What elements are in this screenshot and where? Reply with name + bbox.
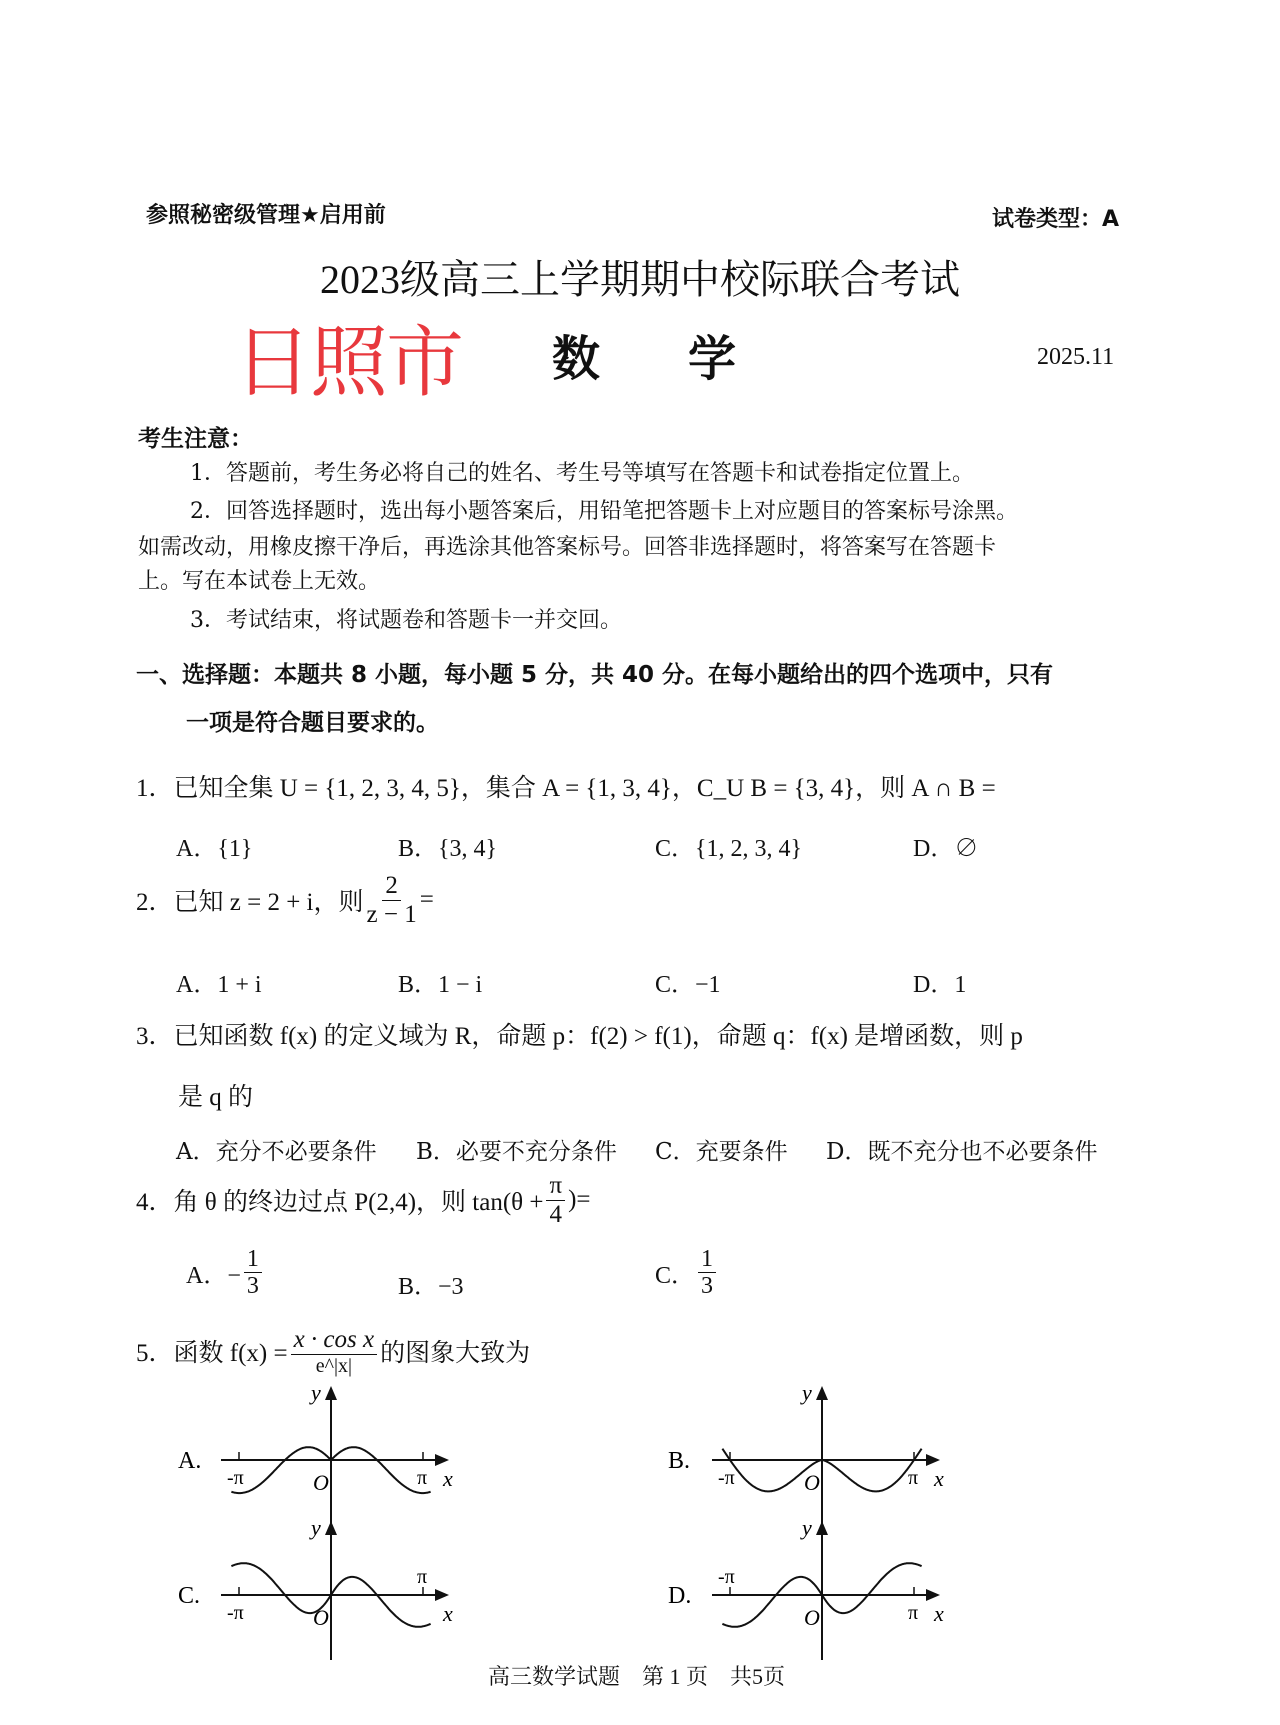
q5-tail: 的图象大致为 [380,1340,531,1368]
q3-option-a: A．充分不必要条件 [176,1139,377,1165]
q2-frac-num: 2 [382,872,401,901]
y-axis-label: y [802,1380,812,1405]
y-axis-arrow-icon [325,1386,337,1400]
tick-label-neg-pi: -π [718,1467,735,1489]
q4-a-num: 1 [244,1246,262,1273]
notice-title: 考生注意： [138,426,253,452]
q4-option-c-label: C． [655,1263,696,1290]
question-1-stem: 1．已知全集 U = {1, 2, 3, 4, 5}，集合 A = {1, 3, 4}，C_U B = {3, 4}，则 A ∩ B = [136,775,996,802]
q4-option-c [655,1246,719,1300]
origin-label: O [313,1470,329,1495]
x-axis-label: x [934,1601,944,1626]
q4-stem-text: 4．角 θ 的终边过点 P(2,4)，则 tan(θ + [136,1189,544,1216]
y-axis-label: y [802,1515,812,1540]
q4-frac-den: 4 [549,1200,563,1228]
q4-option-a-fraction [244,1246,262,1300]
q4-option-b: B．−3 [398,1274,464,1300]
question-4-stem [136,1172,591,1228]
q2-option-b: B．1 − i [398,972,483,998]
q4-c-den: 3 [701,1273,714,1300]
q1-option-a: A．{1} [176,836,253,862]
notice-line-2: 2．回答选择题时，选出每小题答案后，用铅笔把答题卡上对应题目的答案标号涂黑。 [190,499,1018,524]
question-2-stem [136,872,434,928]
page-footer: 高三数学试题 第 1 页 共5页 [488,1664,786,1689]
q2-stem-text: 2．已知 z = 2 + i，则 [136,889,364,916]
x-axis-arrow-icon [435,1454,449,1466]
q4-fraction [546,1172,565,1228]
exam-title: 2023级高三上学期期中校际联合考试 [320,257,960,302]
y-axis-label: y [311,1380,321,1405]
tick-label-neg-pi: -π [227,1602,244,1624]
q5-frac-den: e^|x| [315,1354,352,1377]
y-axis-arrow-icon [816,1386,828,1400]
q2-option-a: A．1 + i [176,972,262,998]
q5-fraction [291,1326,378,1377]
q4-c-num: 1 [698,1246,716,1273]
q4-tail: )= [568,1186,591,1213]
question-3-stem: 3．已知函数 f(x) 的定义域为 R，命题 p：f(2) > f(1)，命题 q：f(x) 是增函数，则 p [136,1023,1023,1050]
y-axis-arrow-icon [816,1521,828,1535]
q5-frac-num: x · cos x [291,1326,378,1355]
q4-frac-num: π [546,1172,565,1201]
q2-option-c: C．−1 [655,972,721,998]
q2-frac-den: z − 1 [366,900,417,928]
q4-option-a [186,1246,265,1300]
q3-option-c: C．充要条件 [655,1139,788,1165]
graph-option-label: D. [668,1583,692,1609]
graph-option-label: B. [668,1448,691,1474]
q4-option-a-label: A．− [186,1263,241,1290]
x-axis-label: x [443,1601,453,1626]
paper-type-label: 试卷类型：A [992,207,1120,232]
graph-option-label: C. [178,1583,201,1609]
x-axis-arrow-icon [926,1589,940,1601]
tick-label-pi: π [908,1602,919,1624]
x-axis-label: x [443,1466,453,1491]
exam-date: 2025.11 [1037,344,1115,370]
subject-char-2: 学 [688,331,737,387]
x-axis-arrow-icon [435,1589,449,1601]
city-logo: 日照市 [234,318,463,408]
y-axis-arrow-icon [325,1521,337,1535]
notice-line-5: 3．考试结束，将试题卷和答题卡一并交回。 [190,608,622,633]
q2-option-d: D．1 [913,972,967,998]
q5-stem-text: 5．函数 f(x) = [136,1340,288,1368]
section-heading: 一、选择题：本题共 8 小题，每小题 5 分，共 40 分。在每小题给出的四个选项中，只有 [136,662,1054,688]
q4-a-den: 3 [246,1273,259,1300]
q1-option-b: B．{3, 4} [398,836,498,862]
tick-label-pi: π [417,1467,428,1489]
q1-option-c: C．{1, 2, 3, 4} [655,836,803,862]
tick-label-neg-pi: -π [227,1467,244,1489]
q4-option-c-fraction [698,1246,716,1300]
q2-fraction [367,872,417,928]
x-axis-arrow-icon [926,1454,940,1466]
notice-line-1: 1．答题前，考生务必将自己的姓名、考生号等填写在答题卡和试卷指定位置上。 [190,461,974,486]
subject-char-1: 数 [552,331,601,387]
secrecy-label: 参照秘密级管理★启用前 [146,203,386,228]
tick-label-pi: π [417,1566,428,1588]
x-axis-label: x [934,1466,944,1491]
graph-option-label: A. [178,1448,202,1474]
origin-label: O [804,1605,820,1630]
q3-option-d: D．既不充分也不必要条件 [826,1139,1098,1165]
question-5-stem [136,1326,530,1377]
section-heading-cont: 一项是符合题目要求的。 [186,710,439,736]
y-axis-label: y [311,1515,321,1540]
tick-label-pi: π [908,1467,919,1489]
q3-option-b: B．必要不充分条件 [416,1139,617,1165]
origin-label: O [313,1605,329,1630]
origin-label: O [804,1470,820,1495]
tick-label-neg-pi: -π [718,1566,735,1588]
q5-graph-options [0,1380,1280,1660]
question-3-stem-cont: 是 q 的 [178,1084,254,1111]
q2-tail: = [419,886,434,913]
notice-line-3: 如需改动，用橡皮擦干净后，再选涂其他答案标号。回答非选择题时，将答案写在答题卡 [138,535,997,560]
notice-line-4: 上。写在本试卷上无效。 [138,569,381,594]
q1-option-d: D．∅ [913,836,979,862]
